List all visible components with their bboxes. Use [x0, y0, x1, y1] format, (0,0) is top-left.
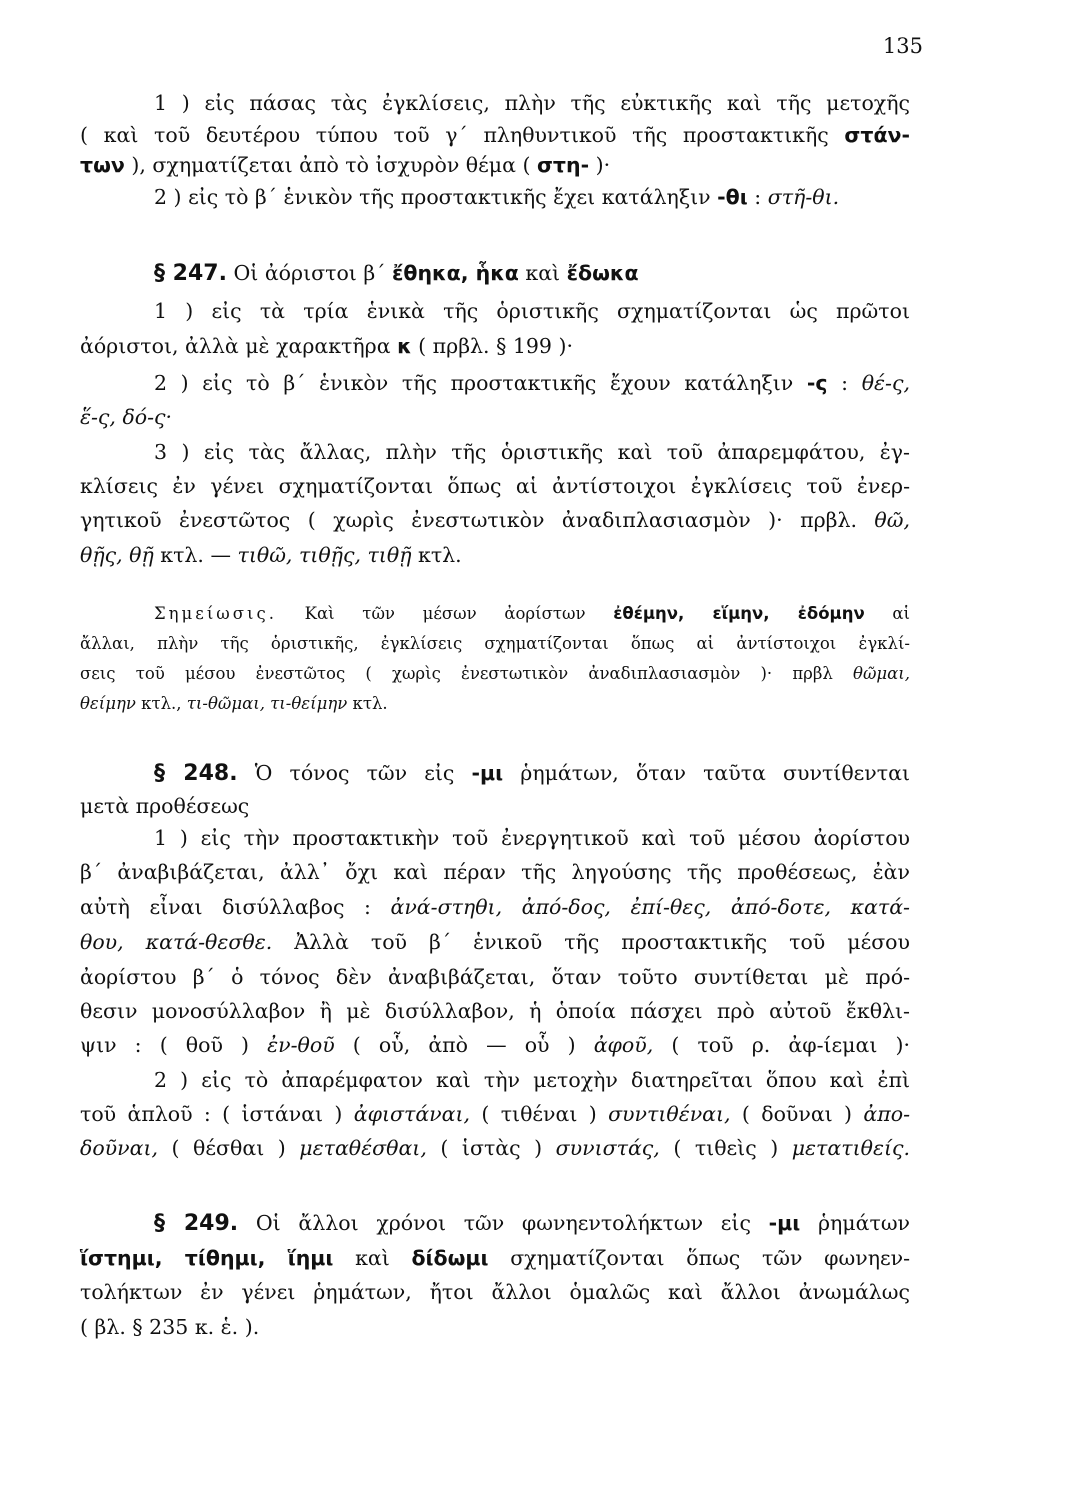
text-line: ἵστημι, τίθημι, ἵημι καὶ δίδωμι σχηματίζονται ὅπως τῶν φωνηεν-	[80, 1246, 910, 1270]
text-line: θῇς, θῇ κτλ. — τιθῶ, τιθῇς, τιθῇ κτλ.	[80, 543, 462, 567]
section-heading-248: § 248. Ὁ τόνος τῶν εἰς -μι ῥημάτων, ὅταν ταῦτα συντίθενται	[154, 761, 910, 786]
text-line: 3 ) εἰς τὰς ἄλλας, πλὴν τῆς ὁριστικῆς καὶ τοῦ ἀπαρεμφάτου, ἐγ-	[154, 440, 910, 464]
text-line: 2 ) εἰς τὸ β΄ ἑνικὸν τῆς προστακτικῆς ἔχει κατάληξιν -θι : στῆ-θι.	[154, 185, 840, 209]
text-line: αὐτὴ εἶναι δισύλλαβος : ἀνά-στηθι, ἀπό-δος, ἐπί-θες, ἀπό-δοτε, κατά-	[80, 895, 910, 919]
text-line: κλίσεις ἐν γένει σχηματίζονται ὅπως αἱ ἀντίστοιχοι ἐγκλίσεις τοῦ ἐνερ-	[80, 474, 910, 498]
text-line: τοῦ ἁπλοῦ : ( ἱστάναι ) ἀφιστάναι, ( τιθέναι ) συντιθέναι, ( δοῦναι ) ἀπο-	[80, 1102, 910, 1126]
text-line: 2 ) εἰς τὸ β΄ ἑνικὸν τῆς προστακτικῆς ἔχουν κατάληξιν -ς : θέ-ς,	[154, 371, 910, 395]
text-line: θεσιν μονοσύλλαβον ἢ μὲ δισύλλαβον, ἡ ὁποία πάσχει πρὸ αὐτοῦ ἔκθλι-	[80, 999, 910, 1023]
text-line: θου, κατά-θεσθε. Ἀλλὰ τοῦ β΄ ἑνικοῦ τῆς προστακτικῆς τοῦ μέσου	[80, 930, 910, 954]
text-line: ( καὶ τοῦ δευτέρου τύπου τοῦ γ΄ πληθυντικοῦ τῆς προστακτικῆς στάν-	[80, 123, 910, 147]
note-line: θείμην κτλ., τι-θῶμαι, τι-θείμην κτλ.	[80, 694, 388, 713]
text-line: τολήκτων ἐν γένει ῥημάτων, ἤτοι ἄλλοι ὁμαλῶς καὶ ἄλλοι ἀνωμάλως	[80, 1280, 910, 1304]
text-line: 1 ) εἰς τὰ τρία ἑνικὰ τῆς ὁριστικῆς σχηματίζονται ὡς πρῶτοι	[154, 299, 910, 323]
page-number: 135	[882, 34, 923, 58]
text-line: ἀόριστοι, ἀλλὰ μὲ χαρακτῆρα κ ( πρβλ. § 199 )·	[80, 334, 573, 358]
text-line: β΄ ἀναβιβάζεται, ἀλλ᾽ ὄχι καὶ πέραν τῆς ληγούσης τῆς προθέσεως, ἐὰν	[80, 860, 910, 884]
section-heading-249: § 249. Οἱ ἄλλοι χρόνοι τῶν φωνηεντολήκτων εἰς -μι ῥημάτων	[154, 1211, 910, 1236]
note-line: σεις τοῦ μέσου ἐνεστῶτος ( χωρὶς ἐνεστωτικὸν ἀναδιπλασιασμὸν )· πρβλ θῶμαι,	[80, 664, 910, 683]
text-line: γητικοῦ ἐνεστῶτος ( χωρὶς ἐνεστωτικὸν ἀναδιπλασιασμὸν )· πρβλ. θῶ,	[80, 508, 910, 532]
text-line: ψιν : ( θοῦ ) ἐν-θοῦ ( οὗ, ἀπὸ — οὗ ) ἀφοῦ, ( τοῦ ρ. ἀφ-ίεμαι )·	[80, 1033, 910, 1057]
text-line: μετὰ προθέσεως	[80, 794, 250, 818]
note-line: ἄλλαι, πλὴν τῆς ὁριστικῆς, ἐγκλίσεις σχηματίζονται ὅπως αἱ ἀντίστοιχοι ἐγκλί-	[80, 634, 910, 653]
text-line: 2 ) εἰς τὸ ἀπαρέμφατον καὶ τὴν μετοχὴν διατηρεῖται ὅπου καὶ ἐπὶ	[154, 1068, 910, 1092]
text-line: δοῦναι, ( θέσθαι ) μεταθέσθαι, ( ἱστὰς ) συνιστάς, ( τιθεὶς ) μετατιθείς.	[80, 1136, 910, 1160]
text-line: ἀορίστου β΄ ὁ τόνος δὲν ἀναβιβάζεται, ὅταν τοῦτο συντίθεται μὲ πρό-	[80, 965, 910, 989]
text-line: ( βλ. § 235 κ. ἑ. ).	[80, 1315, 260, 1339]
text-line: 1 ) εἰς πάσας τὰς ἐγκλίσεις, πλὴν τῆς εὐκτικῆς καὶ τῆς μετοχῆς	[154, 91, 910, 115]
text-line: των ), σχηματίζεται ἀπὸ τὸ ἰσχυρὸν θέμα ( στη- )·	[80, 153, 611, 177]
text-line: ἕ-ς, δό-ς·	[80, 405, 173, 429]
note-line: Σημείωσις. Καὶ τῶν μέσων ἀορίστων ἐθέμην, εἵμην, ἐδόμην αἱ	[154, 604, 911, 623]
text-line: 1 ) εἰς τὴν προστακτικὴν τοῦ ἐνεργητικοῦ καὶ τοῦ μέσου ἀορίστου	[154, 826, 910, 850]
section-heading-247: § 247. Οἱ ἀόριστοι β΄ ἔθηκα, ἧκα καὶ ἔδωκα	[154, 261, 639, 286]
